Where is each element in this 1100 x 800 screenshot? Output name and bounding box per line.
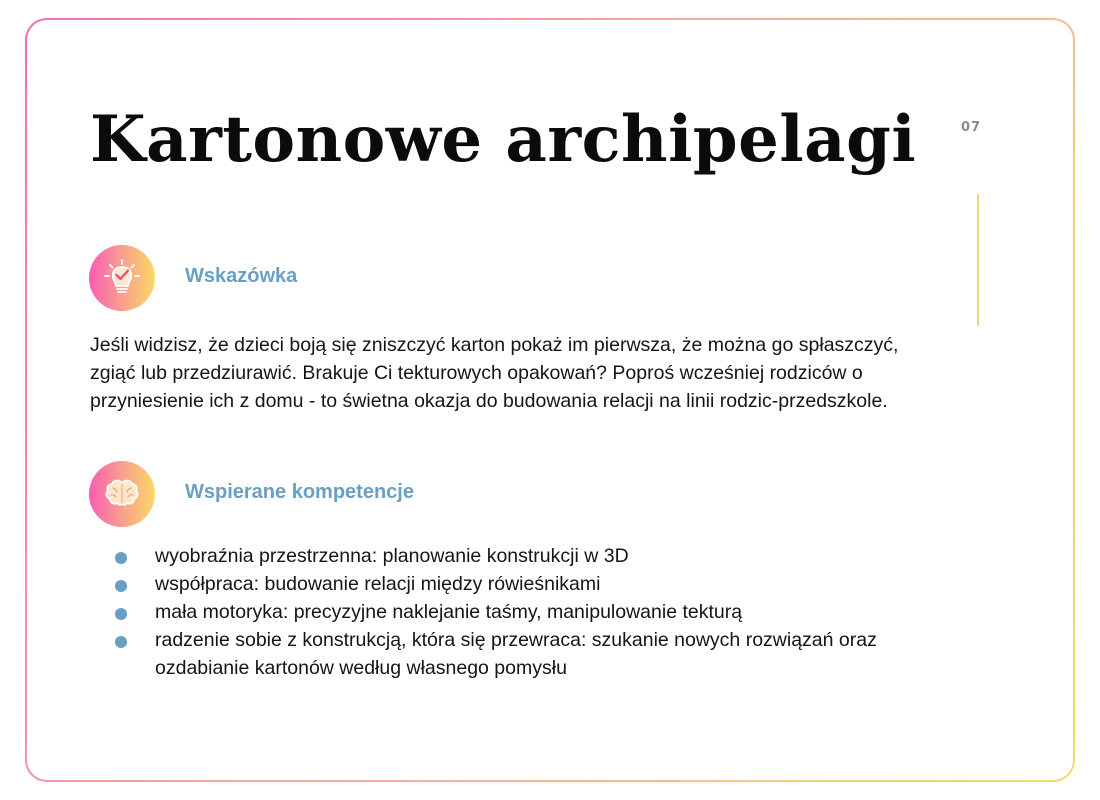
list-item [115, 598, 915, 626]
bullet-dot [115, 552, 127, 564]
tip-text: Jeśli widzisz, że dzieci boją się zniszczyć karton pokaż im pierwsza, że można go spłaszczyć, zgiąć lub przedziurawić. Brakuje Ci tekturowych opakowań? Poproś wcześniej rodziców o przyniesienie ich z domu - to świetna okazja do budowania relacji na linii rodzic-przedszkole. [90, 334, 899, 412]
bullet-dot [115, 580, 127, 592]
list-item-text: wyobraźnia przestrzenna: planowanie konstrukcji w 3D [155, 545, 629, 567]
page-title: Kartonowe archipelagi [90, 102, 917, 177]
tip-heading: Wskazówka [185, 265, 298, 287]
bullet-dot [115, 608, 127, 620]
divider-line [977, 194, 979, 326]
list-item [115, 626, 915, 682]
lightbulb-check-icon [89, 245, 155, 311]
page-frame [25, 18, 1075, 782]
list-item-text: radzenie sobie z konstrukcją, która się przewraca: szukanie nowych rozwiązań oraz ozdabianie kartonów według własnego pomysłu [155, 629, 877, 679]
competencies-list [115, 542, 915, 682]
page-card [27, 20, 1073, 780]
page-number: 07 [961, 120, 982, 135]
competencies-heading: Wspierane kompetencje [185, 481, 414, 503]
list-item-text: mała motoryka: precyzyjne naklejanie taśmy, manipulowanie tekturą [155, 601, 743, 623]
list-item [115, 542, 915, 570]
list-item [115, 570, 915, 598]
bullet-dot [115, 636, 127, 648]
list-item-text: współpraca: budowanie relacji między rówieśnikami [155, 573, 601, 595]
brain-icon [89, 461, 155, 527]
